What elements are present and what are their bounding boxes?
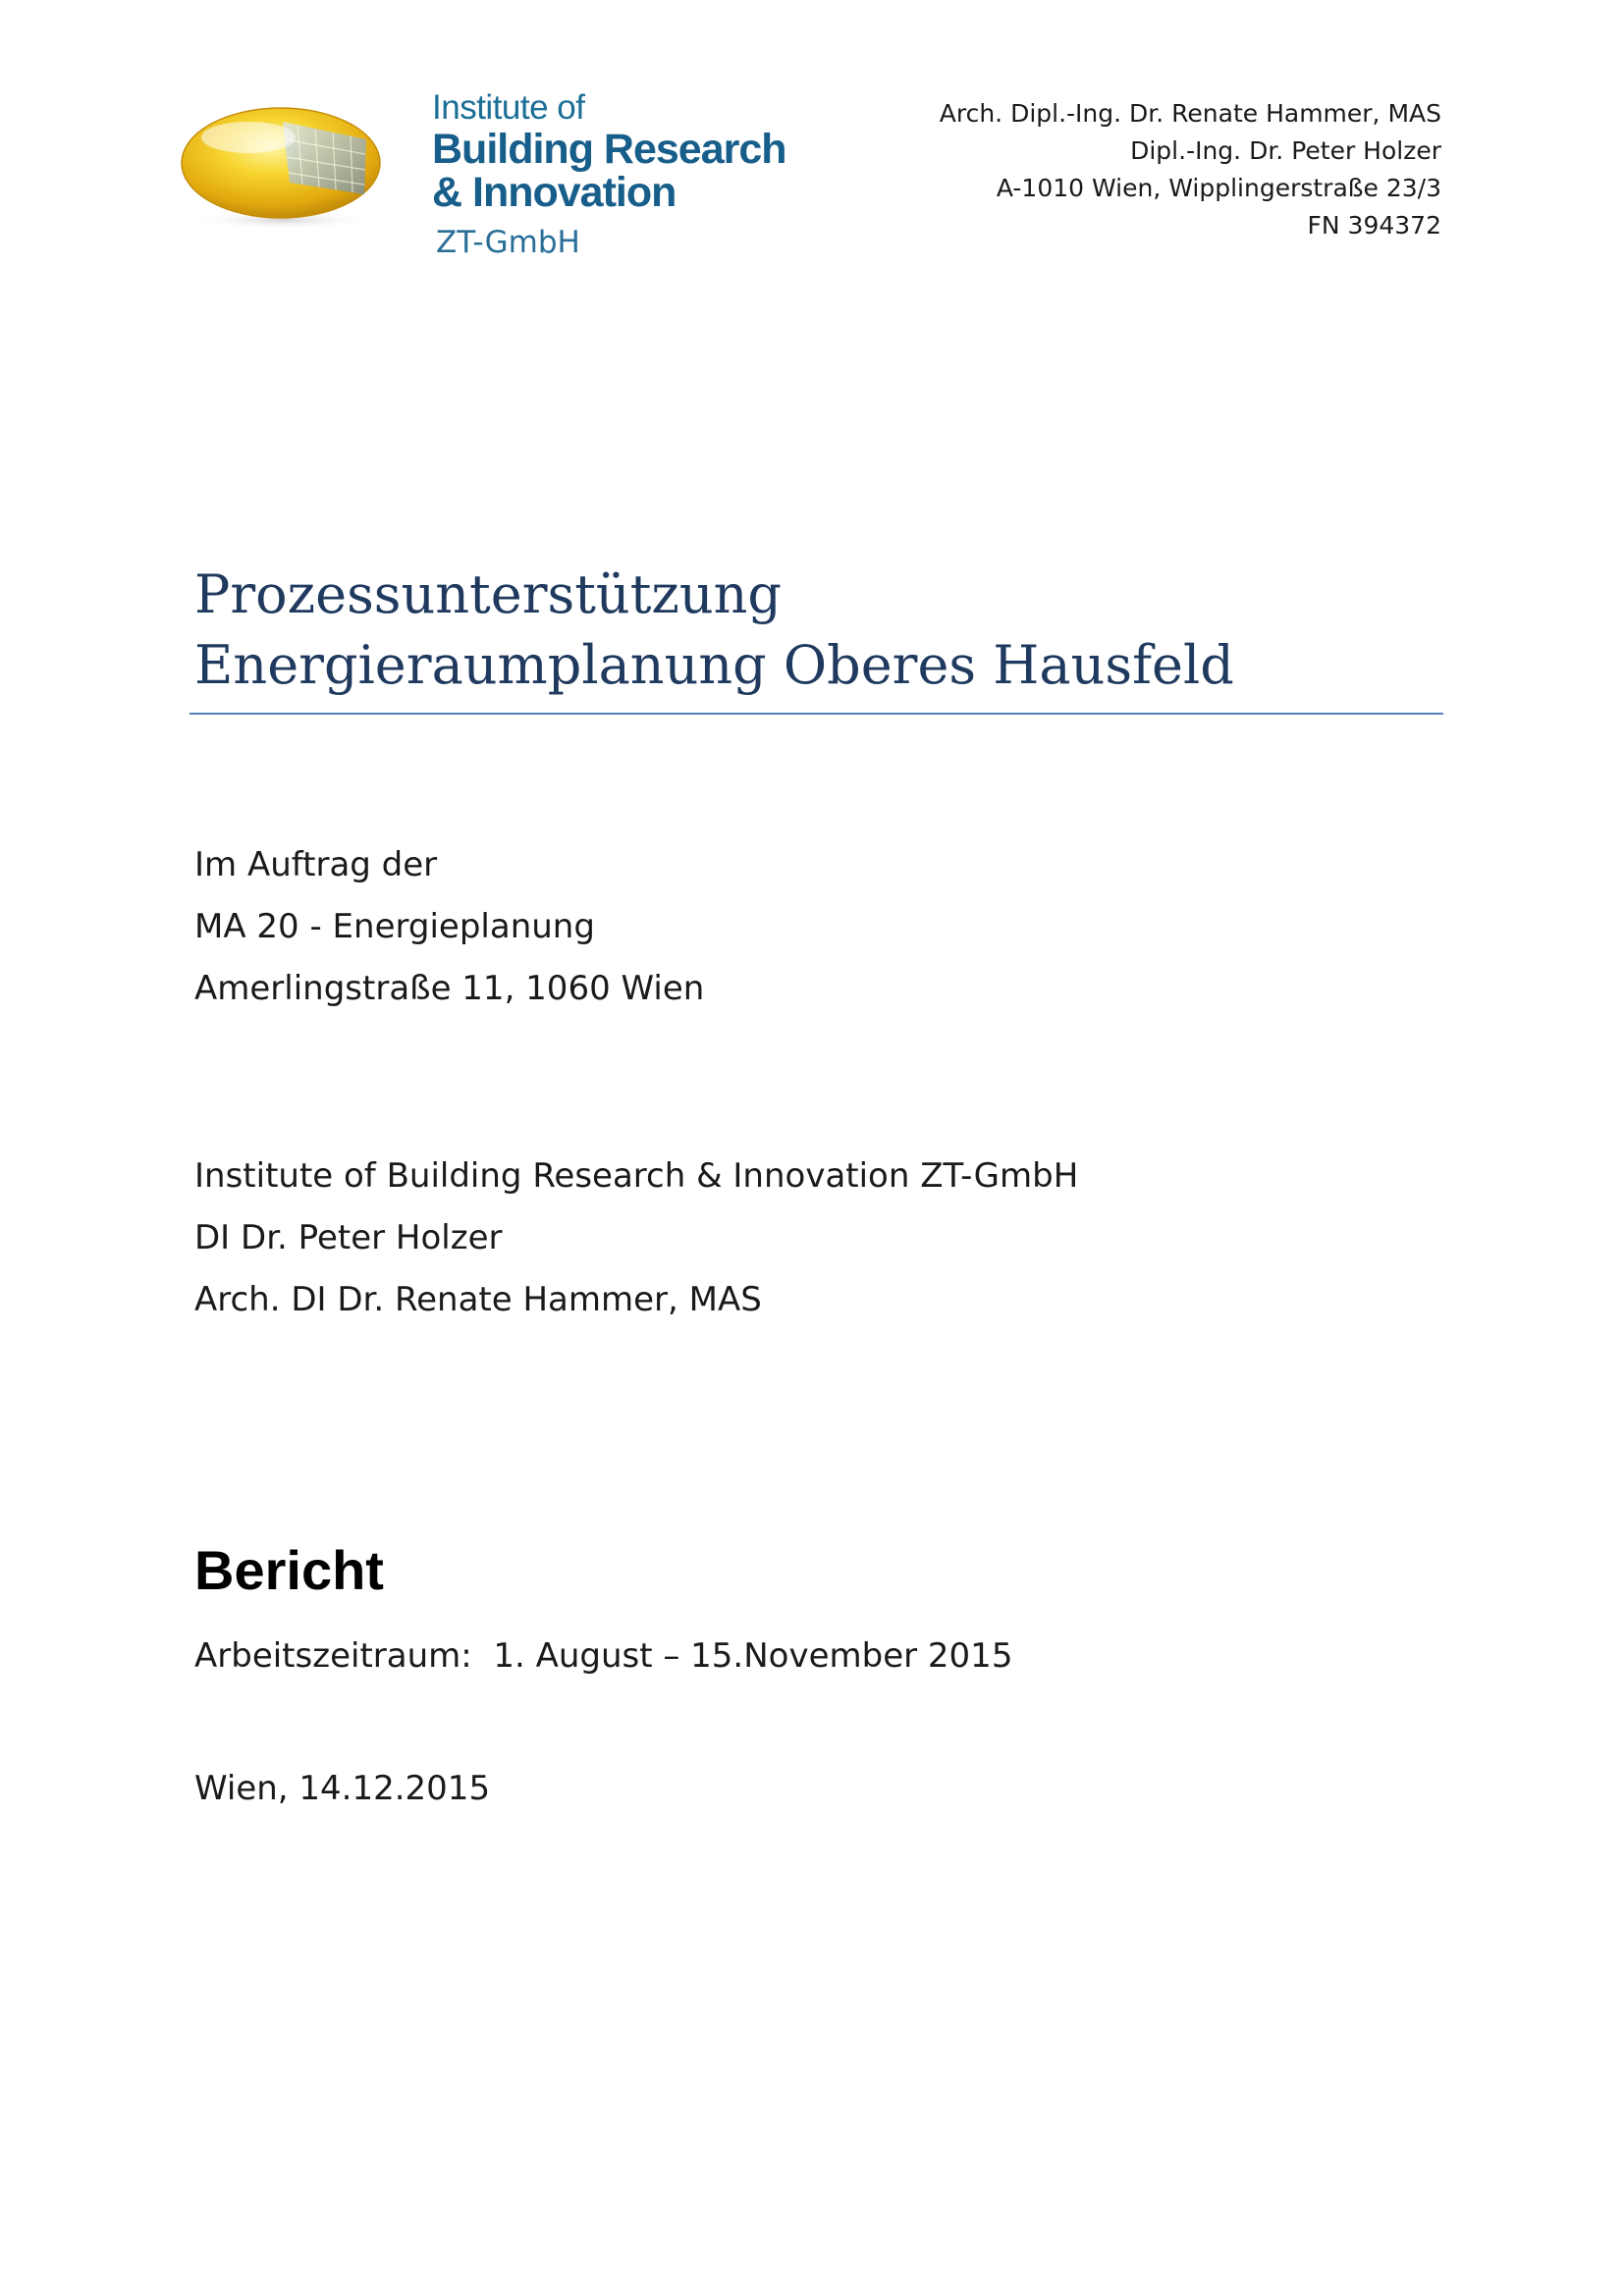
contractor-line: DI Dr. Peter Holzer: [194, 1218, 503, 1257]
report-heading: Bericht: [194, 1539, 384, 1601]
report-date: Wien, 14.12.2015: [194, 1769, 491, 1808]
report-period: Arbeitszeitraum: 1. August – 15.November 2015: [194, 1636, 1013, 1676]
title-line-2: Energieraumplanung Oberes Hausfeld: [194, 634, 1234, 696]
title-divider: [189, 713, 1443, 715]
client-block: [194, 834, 704, 1020]
address-line: A-1010 Wien, Wipplingerstraße 23/3: [996, 174, 1441, 202]
logo-wordmark: [432, 88, 844, 261]
contractor-line: Institute of Building Research & Innovation ZT-GmbH: [194, 1156, 1079, 1196]
address-line: Arch. Dipl.-Ing. Dr. Renate Hammer, MAS: [939, 99, 1441, 128]
lens-logo-icon: [180, 100, 386, 233]
address-line: Dipl.-Ing. Dr. Peter Holzer: [1130, 136, 1441, 165]
client-line: Im Auftrag der: [194, 845, 438, 884]
logo-line-building-research: Building Research: [432, 126, 786, 173]
client-line: Amerlingstraße 11, 1060 Wien: [194, 969, 705, 1008]
client-line: MA 20 - Energieplanung: [194, 907, 595, 946]
logo-line-innovation: & Innovation: [432, 169, 677, 216]
sender-address: [940, 95, 1441, 244]
contractor-block: [194, 1146, 1078, 1331]
document-title: [194, 560, 1441, 701]
address-line: FN 394372: [1307, 211, 1441, 240]
contractor-line: Arch. DI Dr. Renate Hammer, MAS: [194, 1280, 762, 1319]
logo-line-institute: Institute of: [432, 88, 585, 127]
logo-line-legal-form: ZT-GmbH: [436, 225, 580, 260]
company-logo: [180, 88, 828, 275]
title-line-1: Prozessunterstützung: [194, 563, 782, 625]
